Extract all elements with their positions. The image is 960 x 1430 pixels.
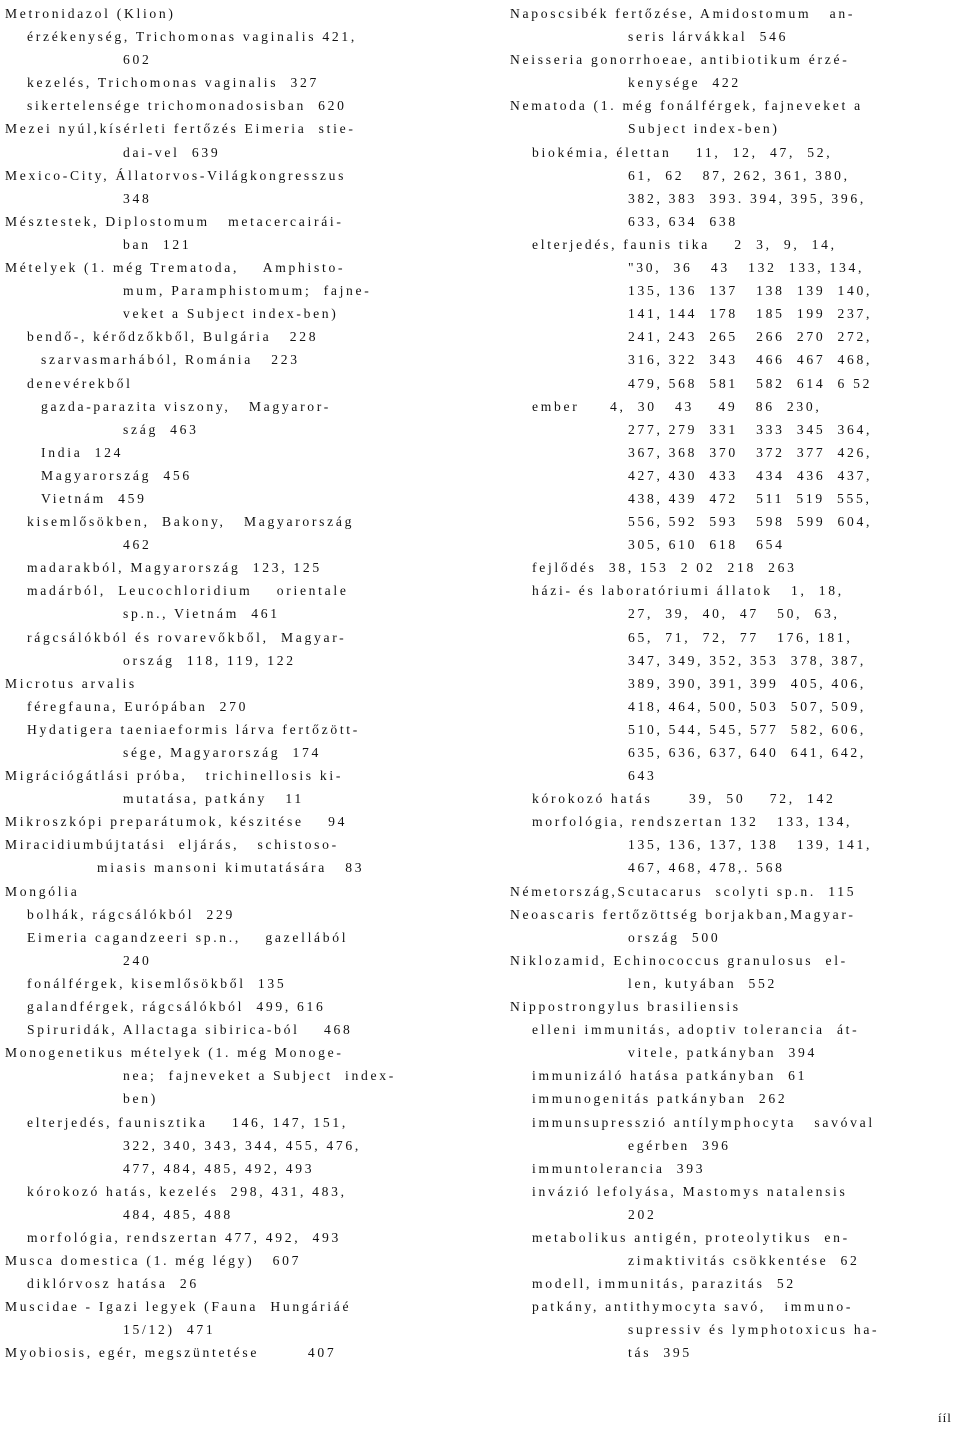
index-headword: Németország,Scutacarus scolyti sp.n. 115 <box>510 883 857 899</box>
index-line: 305, 610 618 654 <box>628 537 785 553</box>
index-headword: Neisseria gonorrhoeae, antibiotikum érzé- <box>510 52 850 68</box>
index-line: Magyarország 456 <box>41 467 192 483</box>
index-line: 477, 484, 485, 492, 493 <box>123 1160 315 1176</box>
index-headword: Nippostrongylus brasiliensis <box>510 999 741 1015</box>
index-line: 241, 243 265 266 270 272, <box>628 329 873 345</box>
index-line: elterjedés, faunisztika 146, 147, 151, <box>27 1114 348 1130</box>
index-line: 484, 485, 488 <box>123 1206 233 1222</box>
index-line: sp.n., Vietnám 461 <box>123 606 280 622</box>
index-headword: Miracidiumbújtatási eljárás, schistoso- <box>5 837 339 853</box>
index-headword: Mongólia <box>5 883 80 899</box>
index-line: 479, 568 581 582 614 6 52 <box>628 375 873 391</box>
index-headword: Mikroszkópi preparátumok, készitése 94 <box>5 814 348 830</box>
index-line: 438, 439 472 511 519 555, <box>628 490 872 506</box>
index-line: szarvasmarhából, Románia 223 <box>41 352 300 368</box>
index-line: 427, 430 433 434 436 437, <box>628 467 873 483</box>
index-line: modell, immunitás, parazitás 52 <box>532 1276 796 1292</box>
index-line: 643 <box>628 768 657 784</box>
index-line: invázió lefolyása, Mastomys natalensis <box>532 1183 848 1199</box>
index-line: fonálférgek, kisemlősökből 135 <box>27 975 287 991</box>
index-line: bolhák, rágcsálókból 229 <box>27 906 235 922</box>
index-line: 633, 634 638 <box>628 213 738 229</box>
index-line: 556, 592 593 598 599 604, <box>628 514 873 530</box>
index-line: rágcsálókból és rovarevőkből, Magyar- <box>27 629 347 645</box>
index-line: 277, 279 331 333 345 364, <box>628 421 873 437</box>
index-line: 135, 136, 137, 138 139, 141, <box>628 837 873 853</box>
index-line: seris lárvákkal 546 <box>628 29 789 45</box>
index-line: morfológia, rendszertan 477, 492, 493 <box>27 1229 342 1245</box>
index-headword: Mételyek (1. még Trematoda, Amphisto- <box>5 260 346 276</box>
index-line: kezelés, Trichomonas vaginalis 327 <box>27 75 319 91</box>
index-line: miasis mansoni kimutatására 83 <box>97 860 365 876</box>
index-headword: Muscidae - Igazi legyek (Fauna Hungáriáé <box>5 1299 352 1315</box>
index-line: immunizáló hatása patkányban 61 <box>532 1068 808 1084</box>
index-line: 462 <box>123 537 152 553</box>
index-line: ország 500 <box>628 929 721 945</box>
index-line: egérben 396 <box>628 1137 731 1153</box>
index-headword: Mésztestek, Diplostomum metacercairái- <box>5 213 344 229</box>
index-line: 65, 71, 72, 77 176, 181, <box>628 629 853 645</box>
index-line: 61, 62 87, 262, 361, 380, <box>628 167 850 183</box>
page-number: ííl <box>938 1410 952 1425</box>
index-line: 27, 39, 40, 47 50, 63, <box>628 606 840 622</box>
index-headword: Monogenetikus mételyek (1. még Monoge- <box>5 1045 344 1061</box>
index-column-left <box>5 2 453 1365</box>
index-line: kórokozó hatás, kezelés 298, 431, 483, <box>27 1183 347 1199</box>
index-line: vitele, patkányban 394 <box>628 1045 817 1061</box>
index-line: dai-vel 639 <box>123 144 221 160</box>
index-line: 135, 136 137 138 139 140, <box>628 283 873 299</box>
index-headword: Migrációgátlási próba, trichinellosis ki- <box>5 768 344 784</box>
index-line: kenysége 422 <box>628 75 741 91</box>
index-line: ban 121 <box>123 236 192 252</box>
index-line: nea; fajneveket a Subject index- <box>123 1068 396 1084</box>
index-headword: Mezei nyúl,kísérleti fertőzés Eimeria stie- <box>5 121 356 137</box>
index-line: mutatása, patkány 11 <box>123 791 304 807</box>
index-line: kisemlősökben, Bakony, Magyarország <box>27 514 355 530</box>
index-line: elterjedés, faunis tika 2 3, 9, 14, <box>532 236 837 252</box>
index-line: 322, 340, 343, 344, 455, 476, <box>123 1137 362 1153</box>
index-line: 347, 349, 352, 353 378, 387, <box>628 652 867 668</box>
index-line: diklórvosz hatása 26 <box>27 1276 199 1292</box>
index-line: házi- és laboratóriumi állatok 1, 18, <box>532 583 844 599</box>
index-headword: Musca domestica (1. még légy) 607 <box>5 1253 302 1269</box>
index-line: 602 <box>123 52 152 68</box>
index-line: zimaktivitás csökkentése 62 <box>628 1253 860 1269</box>
index-line: elleni immunitás, adoptiv tolerancia át- <box>532 1022 860 1038</box>
index-line: 202 <box>628 1206 657 1222</box>
index-headword: Naposcsibék fertőzése, Amidostomum an- <box>510 6 856 21</box>
index-line: immuntolerancia 393 <box>532 1160 706 1176</box>
index-line: morfológia, rendszertan 132 133, 134, <box>532 814 853 830</box>
index-line: madárból, Leucochloridium orientale <box>27 583 349 599</box>
index-line: 240 <box>123 952 152 968</box>
index-line: ország 118, 119, 122 <box>123 652 296 668</box>
index-line: Vietnám 459 <box>41 490 147 506</box>
index-line: 389, 390, 391, 399 405, 406, <box>628 675 867 691</box>
index-line: veket a Subject index-ben) <box>123 306 339 322</box>
index-line: India 124 <box>41 444 124 460</box>
index-line: patkány, antithymocyta savó, immuno- <box>532 1299 854 1315</box>
index-line: "30, 36 43 132 133, 134, <box>628 260 865 276</box>
index-line: 467, 468, 478,. 568 <box>628 860 785 876</box>
index-line: len, kutyában 552 <box>628 975 778 991</box>
index-headword: Mexico-City, Állatorvos-Világkongresszus <box>5 167 347 183</box>
index-headword: Myobiosis, egér, megszüntetése 407 <box>5 1345 337 1361</box>
index-headword: Nematoda (1. még fonálférgek, fajneveket a <box>510 98 863 114</box>
index-line: tás 395 <box>628 1345 692 1361</box>
index-line: féregfauna, Európában 270 <box>27 698 249 714</box>
index-line: bendő-, kérődzőkből, Bulgária 228 <box>27 329 319 345</box>
index-line: sége, Magyarország 174 <box>123 745 321 760</box>
index-headword: Microtus arvalis <box>5 675 137 691</box>
index-line: gazda-parazita viszony, Magyaror- <box>41 398 331 414</box>
index-line: fejlődés 38, 153 2 02 218 263 <box>532 560 797 576</box>
index-line: 635, 636, 637, 640 641, 642, <box>628 745 867 760</box>
index-line: szág 463 <box>123 421 199 437</box>
index-line: supressiv és lymphotoxicus ha- <box>628 1322 880 1338</box>
index-line: biokémia, élettan 11, 12, 47, 52, <box>532 144 833 160</box>
index-line: mum, Paramphistomum; fajne- <box>123 283 372 299</box>
index-line: 418, 464, 500, 503 507, 509, <box>628 698 867 714</box>
index-line: immunsupresszió antílymphocyta savóval <box>532 1114 875 1130</box>
index-column-right <box>510 2 960 1365</box>
index-line: madarakból, Magyarország 123, 125 <box>27 560 322 576</box>
index-headword: Metronidazol (Klion) <box>5 6 176 21</box>
index-headword: Niklozamid, Echinococcus granulosus el- <box>510 952 848 968</box>
index-line: kórokozó hatás 39, 50 72, 142 <box>532 791 836 807</box>
index-line: metabolikus antigén, proteolytikus en- <box>532 1229 850 1245</box>
index-headword: Neoascaris fertőzöttség borjakban,Magyar- <box>510 906 856 922</box>
index-line: denevérekből <box>27 375 133 391</box>
index-line: immunogenitás patkányban 262 <box>532 1091 788 1107</box>
index-line: ben) <box>123 1091 158 1107</box>
index-line: 15/12) 471 <box>123 1322 216 1338</box>
index-line: sikertelensége trichomonadosisban 620 <box>27 98 347 114</box>
index-line: érzékenység, Trichomonas vaginalis 421, <box>27 29 357 45</box>
index-line: 316, 322 343 466 467 468, <box>628 352 873 368</box>
index-line: 141, 144 178 185 199 237, <box>628 306 873 322</box>
index-line: 348 <box>123 190 152 206</box>
index-line: ember 4, 30 43 49 86 230, <box>532 398 822 414</box>
index-line: galandférgek, rágcsálókból 499, 616 <box>27 999 326 1015</box>
index-line: Spiruridák, Allactaga sibirica-ból 468 <box>27 1022 353 1038</box>
index-line: 382, 383 393. 394, 395, 396, <box>628 190 867 206</box>
index-line: Eimeria cagandzeeri sp.n., gazellából <box>27 929 349 945</box>
index-line: 510, 544, 545, 577 582, 606, <box>628 721 867 737</box>
index-line: 367, 368 370 372 377 426, <box>628 444 873 460</box>
index-line: Hydatigera taeniaeformis lárva fertőzött- <box>27 721 360 737</box>
index-line: Subject index-ben) <box>628 121 780 137</box>
